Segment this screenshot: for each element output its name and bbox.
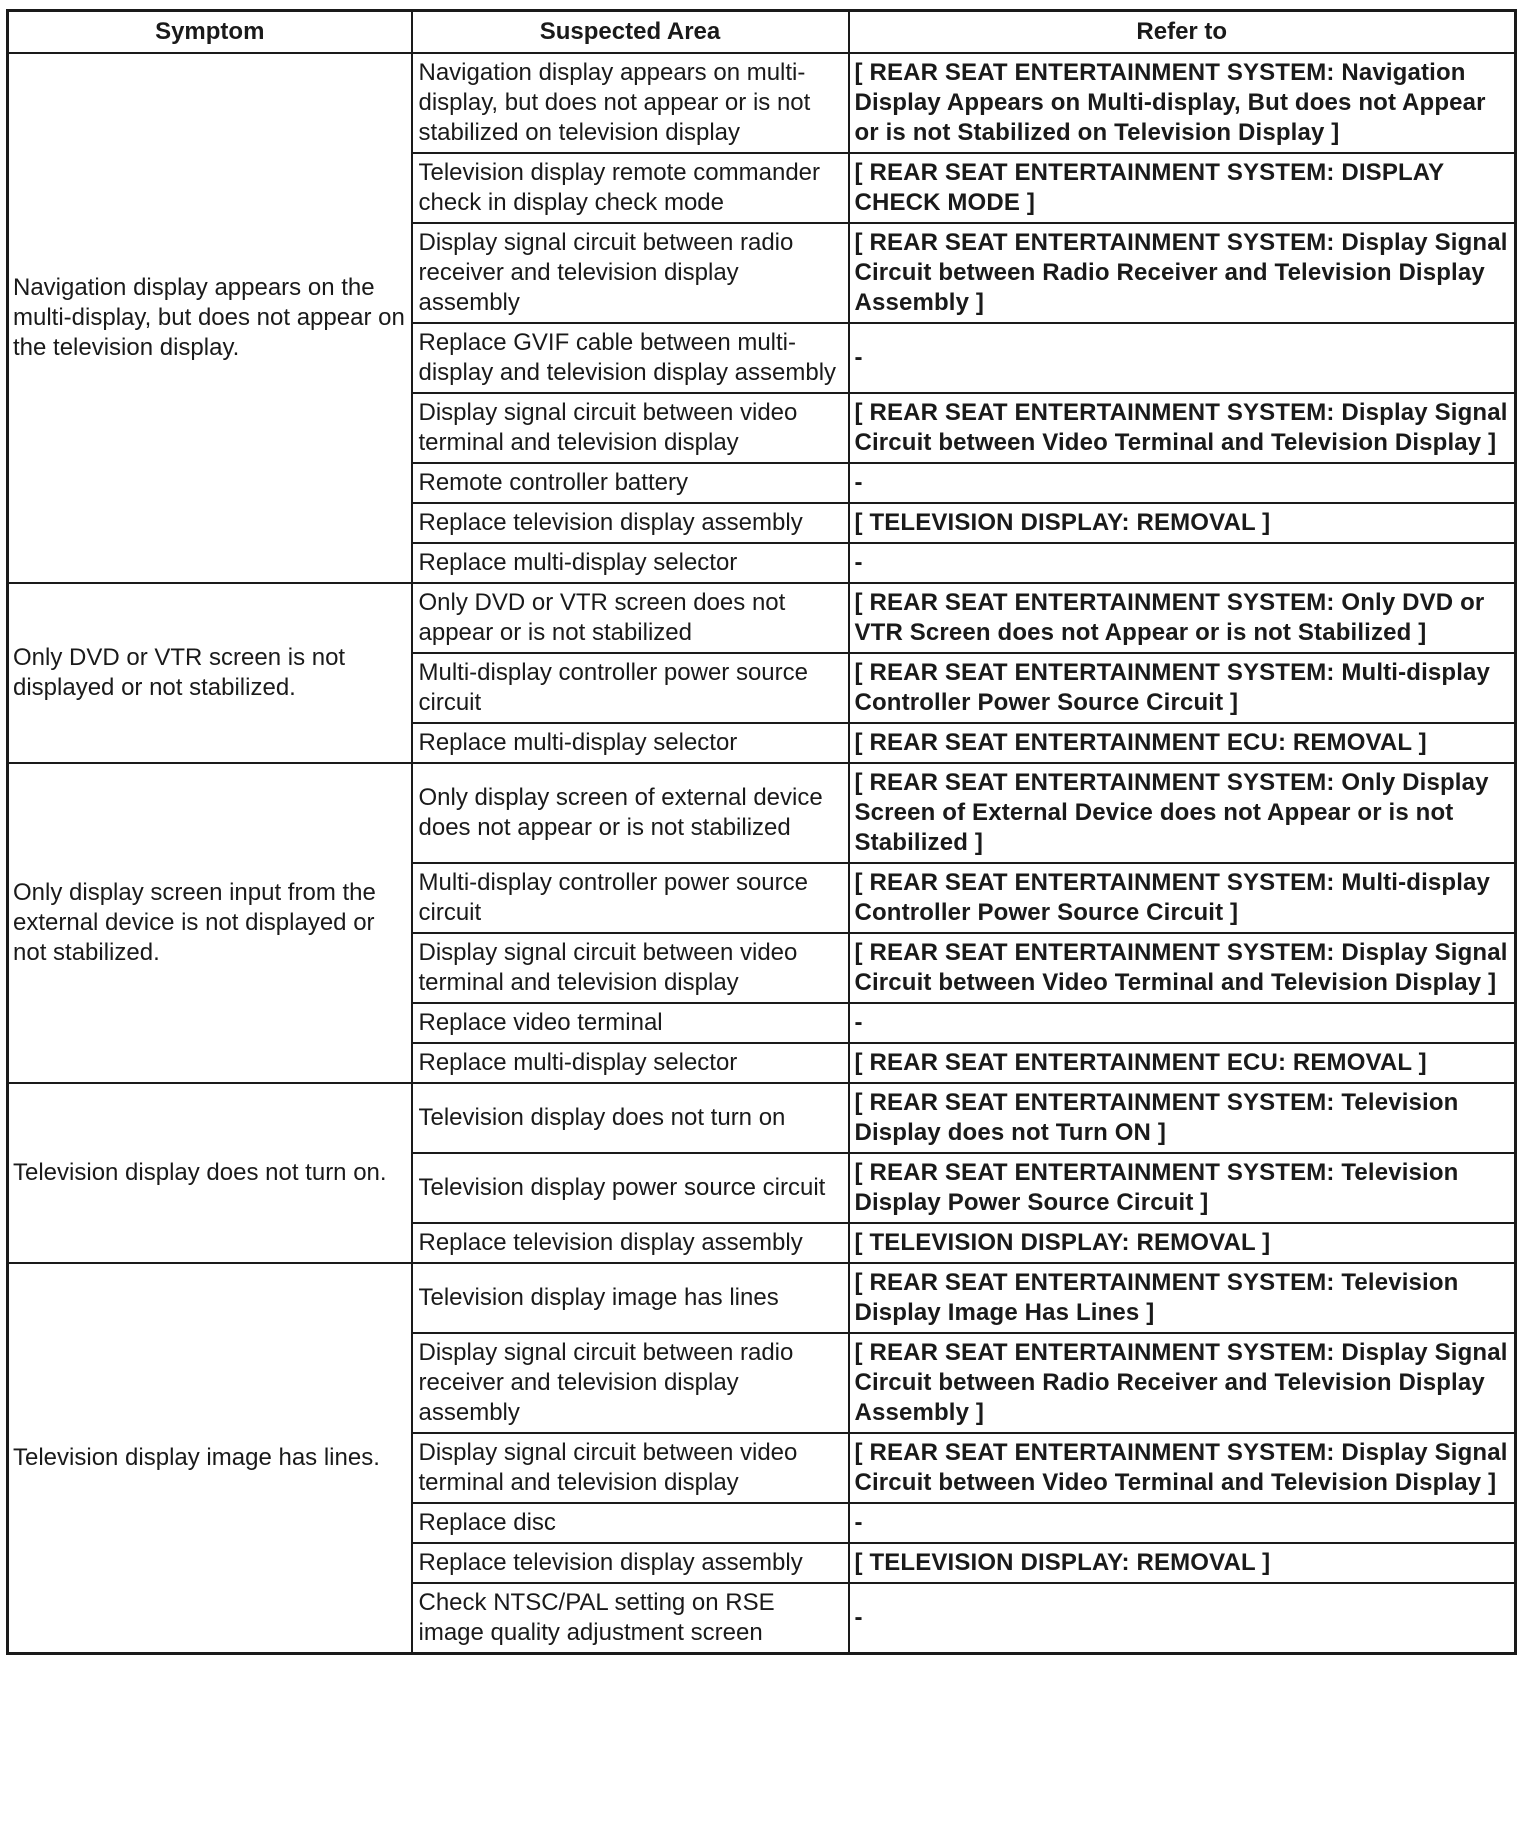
table-row xyxy=(8,763,1516,863)
table-row xyxy=(8,583,1516,653)
symptom-cell: Television display image has lines. xyxy=(8,1263,412,1654)
suspected-area-cell: Replace television display assembly xyxy=(412,503,849,543)
suspected-area-cell: Display signal circuit between video terminal and television display xyxy=(412,1433,849,1503)
refer-to-cell: [ REAR SEAT ENTERTAINMENT SYSTEM: Navigation Display Appears on Multi-display, But does not Appear or is not Stabilized on Television Display ] xyxy=(849,53,1516,153)
refer-to-cell: - xyxy=(849,1583,1516,1654)
suspected-area-cell: Remote controller battery xyxy=(412,463,849,503)
symptom-cell: Navigation display appears on the multi-display, but does not appear on the television display. xyxy=(8,53,412,583)
refer-to-cell: [ REAR SEAT ENTERTAINMENT SYSTEM: Display Signal Circuit between Video Terminal and Television Display ] xyxy=(849,1433,1516,1503)
refer-to-cell: - xyxy=(849,1003,1516,1043)
suspected-area-cell: Replace video terminal xyxy=(412,1003,849,1043)
symptom-cell: Only display screen input from the external device is not displayed or not stabilized. xyxy=(8,763,412,1083)
suspected-area-cell: Only display screen of external device does not appear or is not stabilized xyxy=(412,763,849,863)
suspected-area-cell: Television display image has lines xyxy=(412,1263,849,1333)
refer-to-cell: [ REAR SEAT ENTERTAINMENT SYSTEM: Television Display Image Has Lines ] xyxy=(849,1263,1516,1333)
refer-to-cell: [ REAR SEAT ENTERTAINMENT ECU: REMOVAL ] xyxy=(849,1043,1516,1083)
symptom-cell: Only DVD or VTR screen is not displayed or not stabilized. xyxy=(8,583,412,763)
suspected-area-cell: Display signal circuit between video terminal and television display xyxy=(412,933,849,1003)
suspected-area-cell: Television display does not turn on xyxy=(412,1083,849,1153)
header-row xyxy=(8,11,1516,54)
refer-to-cell: [ REAR SEAT ENTERTAINMENT ECU: REMOVAL ] xyxy=(849,723,1516,763)
suspected-area-cell: Replace disc xyxy=(412,1503,849,1543)
suspected-area-cell: Display signal circuit between video terminal and television display xyxy=(412,393,849,463)
refer-to-cell: [ REAR SEAT ENTERTAINMENT SYSTEM: Multi-display Controller Power Source Circuit ] xyxy=(849,653,1516,723)
refer-to-cell: [ REAR SEAT ENTERTAINMENT SYSTEM: Television Display Power Source Circuit ] xyxy=(849,1153,1516,1223)
refer-to-cell: [ REAR SEAT ENTERTAINMENT SYSTEM: Only Display Screen of External Device does not Appear or is not Stabilized ] xyxy=(849,763,1516,863)
table-row xyxy=(8,1263,1516,1333)
refer-to-cell: [ REAR SEAT ENTERTAINMENT SYSTEM: Television Display does not Turn ON ] xyxy=(849,1083,1516,1153)
refer-to-cell: - xyxy=(849,1503,1516,1543)
refer-to-cell: [ REAR SEAT ENTERTAINMENT SYSTEM: Display Signal Circuit between Video Terminal and Television Display ] xyxy=(849,393,1516,463)
refer-to-cell: [ REAR SEAT ENTERTAINMENT SYSTEM: Display Signal Circuit between Radio Receiver and Television Display Assembly ] xyxy=(849,1333,1516,1433)
refer-to-cell: - xyxy=(849,323,1516,393)
header-symptom: Symptom xyxy=(8,11,412,54)
suspected-area-cell: Display signal circuit between radio receiver and television display assembly xyxy=(412,223,849,323)
suspected-area-cell: Replace television display assembly xyxy=(412,1543,849,1583)
table-row xyxy=(8,53,1516,153)
suspected-area-cell: Television display remote commander check in display check mode xyxy=(412,153,849,223)
refer-to-cell: - xyxy=(849,543,1516,583)
suspected-area-cell: Check NTSC/PAL setting on RSE image quality adjustment screen xyxy=(412,1583,849,1654)
refer-to-cell: [ REAR SEAT ENTERTAINMENT SYSTEM: Display Signal Circuit between Radio Receiver and Television Display Assembly ] xyxy=(849,223,1516,323)
suspected-area-cell: Multi-display controller power source circuit xyxy=(412,653,849,723)
refer-to-cell: [ TELEVISION DISPLAY: REMOVAL ] xyxy=(849,503,1516,543)
refer-to-cell: [ REAR SEAT ENTERTAINMENT SYSTEM: Multi-display Controller Power Source Circuit ] xyxy=(849,863,1516,933)
refer-to-cell: [ TELEVISION DISPLAY: REMOVAL ] xyxy=(849,1223,1516,1263)
problem-symptoms-table xyxy=(6,9,1517,1655)
table-header xyxy=(8,11,1516,54)
suspected-area-cell: Only DVD or VTR screen does not appear or is not stabilized xyxy=(412,583,849,653)
suspected-area-cell: Navigation display appears on multi-display, but does not appear or is not stabilized on television display xyxy=(412,53,849,153)
symptom-cell: Television display does not turn on. xyxy=(8,1083,412,1263)
refer-to-cell: [ TELEVISION DISPLAY: REMOVAL ] xyxy=(849,1543,1516,1583)
table-body xyxy=(8,53,1516,1654)
suspected-area-cell: Television display power source circuit xyxy=(412,1153,849,1223)
suspected-area-cell: Replace multi-display selector xyxy=(412,1043,849,1083)
refer-to-cell: [ REAR SEAT ENTERTAINMENT SYSTEM: DISPLAY CHECK MODE ] xyxy=(849,153,1516,223)
suspected-area-cell: Replace GVIF cable between multi-display and television display assembly xyxy=(412,323,849,393)
suspected-area-cell: Replace multi-display selector xyxy=(412,543,849,583)
header-suspected-area: Suspected Area xyxy=(412,11,849,54)
suspected-area-cell: Replace television display assembly xyxy=(412,1223,849,1263)
suspected-area-cell: Multi-display controller power source circuit xyxy=(412,863,849,933)
suspected-area-cell: Display signal circuit between radio receiver and television display assembly xyxy=(412,1333,849,1433)
suspected-area-cell: Replace multi-display selector xyxy=(412,723,849,763)
table-row xyxy=(8,1083,1516,1153)
refer-to-cell: [ REAR SEAT ENTERTAINMENT SYSTEM: Only DVD or VTR Screen does not Appear or is not Stabilized ] xyxy=(849,583,1516,653)
header-refer-to: Refer to xyxy=(849,11,1516,54)
refer-to-cell: [ REAR SEAT ENTERTAINMENT SYSTEM: Display Signal Circuit between Video Terminal and Television Display ] xyxy=(849,933,1516,1003)
refer-to-cell: - xyxy=(849,463,1516,503)
